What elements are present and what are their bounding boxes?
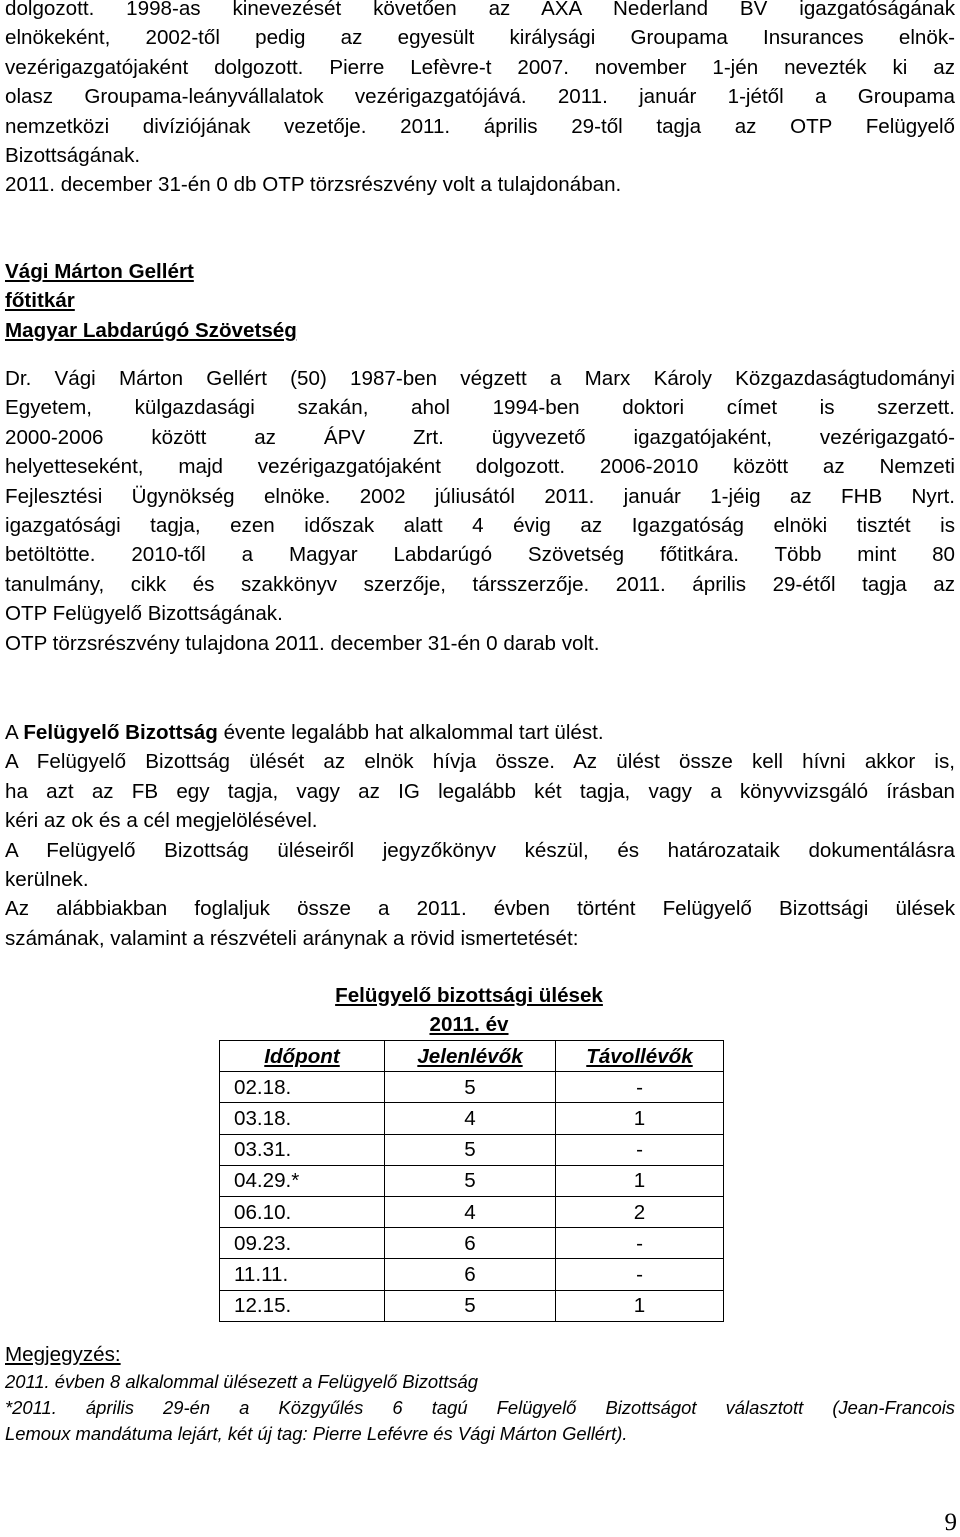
cell-date: 06.10. bbox=[220, 1196, 385, 1227]
text-line: tanulmány, cikk és szakkönyv szerzője, társszerzője. 2011. április 29-étől tagja az bbox=[5, 572, 955, 596]
text-fragment: A bbox=[5, 721, 24, 744]
text-line: Bizottságának. bbox=[5, 144, 141, 168]
text-line: kerülnek. bbox=[5, 868, 89, 892]
column-header-present: Jelenlévők bbox=[385, 1041, 556, 1072]
text-line: dolgozott. 1998-as kinevezését követően az AXA Nederland BV igazgatóságának bbox=[5, 0, 955, 20]
table-title: Felügyelő bizottsági ülések bbox=[335, 984, 603, 1007]
cell-present: 5 bbox=[385, 1165, 556, 1196]
cell-present: 5 bbox=[385, 1134, 556, 1165]
table-year: 2011. év bbox=[429, 1013, 509, 1036]
note-label: Megjegyzés: bbox=[5, 1343, 121, 1366]
cell-absent: 2 bbox=[556, 1196, 724, 1227]
text-line: számának, valamint a részvételi aránynak a rövid ismertetését: bbox=[5, 926, 579, 950]
table-row bbox=[220, 1290, 724, 1321]
cell-date: 09.23. bbox=[220, 1228, 385, 1259]
text-line: OTP Felügyelő Bizottságának. bbox=[5, 602, 283, 626]
cell-present: 6 bbox=[385, 1228, 556, 1259]
cell-absent: 1 bbox=[556, 1103, 724, 1134]
meetings-table bbox=[219, 1040, 724, 1322]
cell-date: 03.31. bbox=[220, 1134, 385, 1165]
cell-absent: - bbox=[556, 1228, 724, 1259]
column-header-date: Időpont bbox=[220, 1041, 385, 1072]
text-line bbox=[5, 718, 955, 747]
bio-paragraph-lefevre bbox=[5, 0, 955, 200]
text-line: 2011. december 31-én 0 db OTP törzsrészvény volt a tulajdonában. bbox=[5, 173, 622, 197]
cell-present: 4 bbox=[385, 1103, 556, 1134]
table-row bbox=[220, 1259, 724, 1290]
cell-date: 11.11. bbox=[220, 1259, 385, 1290]
text-line: 2000-2006 között az ÁPV Zrt. ügyvezető igazgatójaként, vezérigazgató- bbox=[5, 425, 955, 449]
table-header-row bbox=[220, 1041, 724, 1072]
cell-absent: - bbox=[556, 1259, 724, 1290]
board-paragraph bbox=[5, 718, 955, 953]
cell-absent: 1 bbox=[556, 1165, 724, 1196]
note-line: Lemoux mandátuma lejárt, két új tag: Pierre Lefévre és Vági Márton Gellért). bbox=[5, 1423, 628, 1444]
text-line: olasz Groupama-leányvállalatok vezérigazgatójává. 2011. január 1-jétől a Groupama bbox=[5, 85, 955, 109]
bold-term: Felügyelő Bizottság bbox=[23, 721, 218, 744]
text-line: OTP törzsrészvény tulajdona 2011. december 31-én 0 darab volt. bbox=[5, 631, 600, 655]
text-line: Egyetem, külgazdasági szakán, ahol 1994-ben doktori címet is szerzett. bbox=[5, 396, 955, 420]
person-name: Vági Márton Gellért bbox=[5, 260, 194, 283]
text-line: A Felügyelő Bizottság ülését az elnök hívja össze. Az ülést össze kell hívni akkor is, bbox=[5, 750, 955, 774]
text-line: nemzetközi divíziójának vezetője. 2011. április 29-től tagja az OTP Felügyelő bbox=[5, 114, 955, 138]
text-line: kéri az ok és a cél megjelölésével. bbox=[5, 809, 318, 833]
table-row bbox=[220, 1103, 724, 1134]
person-role: főtitkár bbox=[5, 289, 75, 312]
cell-present: 5 bbox=[385, 1072, 556, 1103]
cell-absent: - bbox=[556, 1134, 724, 1165]
cell-date: 04.29.* bbox=[220, 1165, 385, 1196]
text-line: elnökeként, 2002-től pedig az egyesült királysági Groupama Insurances elnök- bbox=[5, 26, 955, 50]
text-line: betöltötte. 2010-től a Magyar Labdarúgó Szövetség főtitkára. Több mint 80 bbox=[5, 543, 955, 567]
table-row bbox=[220, 1165, 724, 1196]
note-line: *2011. április 29-én a Közgyűlés 6 tagú Felügyelő Bizottságot választott (Jean-Francois bbox=[5, 1397, 955, 1418]
cell-present: 5 bbox=[385, 1290, 556, 1321]
text-line: helyetteseként, majd vezérigazgatójaként dolgozott. 2006-2010 között az Nemzeti bbox=[5, 455, 955, 479]
table-row bbox=[220, 1196, 724, 1227]
text-line: ha azt az FB egy tagja, vagy az IG legalább két tagja, vagy a könyvvizsgáló írásban bbox=[5, 779, 955, 803]
cell-present: 4 bbox=[385, 1196, 556, 1227]
table-row bbox=[220, 1228, 724, 1259]
page-number: 9 bbox=[944, 1509, 957, 1536]
text-line: vezérigazgatójaként dolgozott. Pierre Lefèvre-t 2007. november 1-jén nevezték ki az bbox=[5, 55, 955, 79]
text-line: igazgatósági tagja, ezen időszak alatt 4 évig az Igazgatóság elnöki tisztét is bbox=[5, 514, 955, 538]
text-line: Az alábbiakban foglaljuk össze a 2011. évben történt Felügyelő Bizottsági ülések bbox=[5, 897, 955, 921]
column-header-absent: Távollévők bbox=[556, 1041, 724, 1072]
cell-absent: 1 bbox=[556, 1290, 724, 1321]
text-line: Fejlesztési Ügynökség elnöke. 2002 júliusától 2011. január 1-jéig az FHB Nyrt. bbox=[5, 484, 955, 508]
bio-paragraph-vagi bbox=[5, 364, 955, 658]
cell-present: 6 bbox=[385, 1259, 556, 1290]
cell-date: 03.18. bbox=[220, 1103, 385, 1134]
cell-date: 02.18. bbox=[220, 1072, 385, 1103]
text-fragment: évente legalább hat alkalommal tart ülést. bbox=[217, 721, 604, 744]
note-line: 2011. évben 8 alkalommal ülésezett a Felügyelő Bizottság bbox=[5, 1371, 478, 1392]
person-organization: Magyar Labdarúgó Szövetség bbox=[5, 319, 297, 342]
table-row bbox=[220, 1134, 724, 1165]
cell-date: 12.15. bbox=[220, 1290, 385, 1321]
cell-absent: - bbox=[556, 1072, 724, 1103]
table-row bbox=[220, 1072, 724, 1103]
text-line: Dr. Vági Márton Gellért (50) 1987-ben végzett a Marx Károly Közgazdaságtudományi bbox=[5, 367, 955, 390]
text-line: A Felügyelő Bizottság üléseiről jegyzőkönyv készül, és határozataik dokumentálásra bbox=[5, 838, 955, 862]
